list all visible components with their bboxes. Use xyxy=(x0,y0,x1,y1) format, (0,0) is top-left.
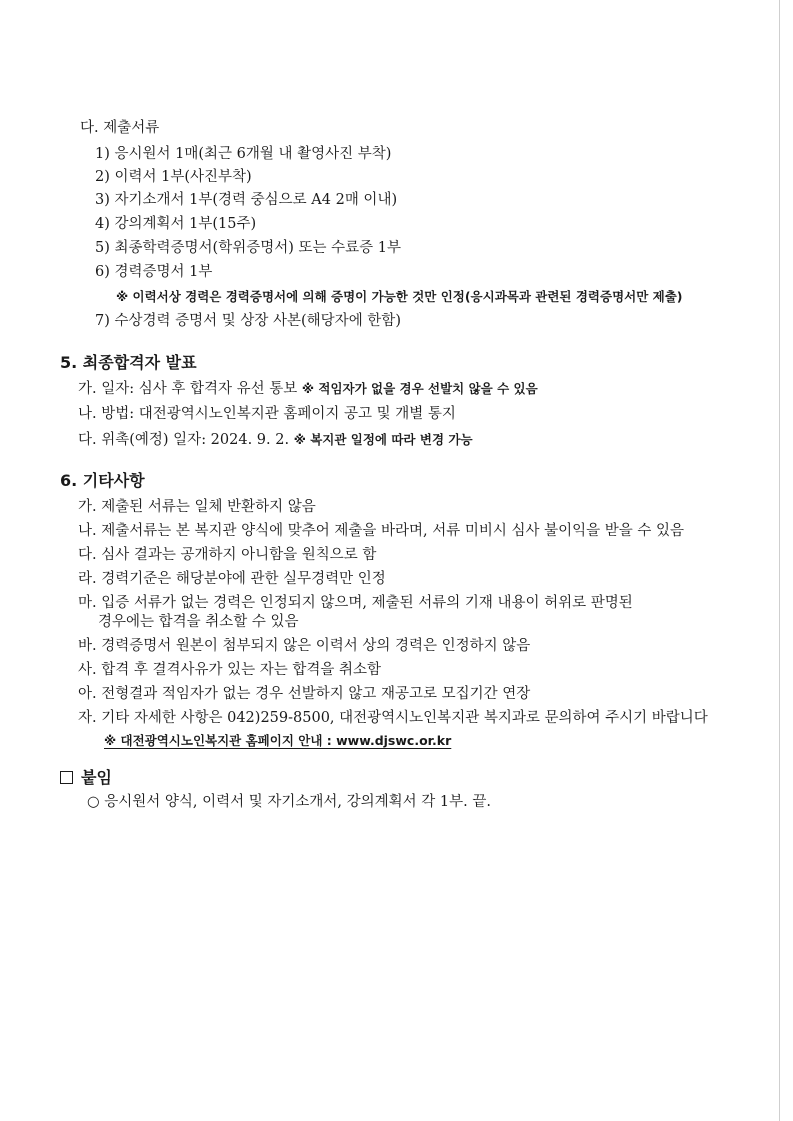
section6-title: 기타사항 xyxy=(82,471,145,490)
section6-heading xyxy=(60,471,145,491)
career-certificate-note: ※ 이력서상 경력은 경력증명서에 의해 증명이 가능한 것만 인정(응시과목과 관련된 경력증명서만 제출) xyxy=(116,289,683,304)
section5-item-a-note: ※ 적임자가 없을 경우 선발치 않을 수 있음 xyxy=(301,381,538,396)
page-edge-divider xyxy=(779,0,780,1121)
section5-item-c-note: ※ 복지관 일정에 따라 변경 가능 xyxy=(293,432,473,447)
section6-item-ba: 바. 경력증명서 원본이 첨부되지 않은 이력서 상의 경력은 인정하지 않음 xyxy=(78,638,531,654)
section6-number: 6. xyxy=(60,471,78,490)
section6-item-ma: 마. 입증 서류가 없는 경력은 인정되지 않으며, 제출된 서류의 기재 내용이 허위로 판명된 xyxy=(78,595,633,611)
doc-item-3: 3) 자기소개서 1부(경력 중심으로 A4 2매 이내) xyxy=(95,192,398,208)
section5-heading xyxy=(60,353,197,373)
attachment-title: 붙임 xyxy=(81,768,112,787)
section6-item-a: 아. 전형결과 적임자가 없는 경우 선발하지 않고 재공고로 모집기간 연장 xyxy=(78,686,531,702)
attachment-item: ○ 응시원서 양식, 이력서 및 자기소개서, 강의계획서 각 1부. 끝. xyxy=(87,794,491,810)
section5-item-b: 나. 방법: 대전광역시노인복지관 홈페이지 공고 및 개별 통지 xyxy=(78,406,456,422)
doc-item-2: 2) 이력서 1부(사진부착) xyxy=(95,169,252,185)
doc-item-7: 7) 수상경력 증명서 및 상장 사본(해당자에 한함) xyxy=(95,313,401,329)
section5-number: 5. xyxy=(60,353,78,372)
submission-docs-title: 다. 제출서류 xyxy=(80,120,160,136)
section5-item-a-text: 가. 일자: 심사 후 합격자 유선 통보 xyxy=(78,381,302,397)
attachment-heading xyxy=(60,768,112,788)
section5-item-c-text: 다. 위촉(예정) 일자: 2024. 9. 2. xyxy=(78,432,294,448)
section5-item-c xyxy=(78,430,473,450)
doc-item-5: 5) 최종학력증명서(학위증명서) 또는 수료증 1부 xyxy=(95,240,401,256)
section5-item-a xyxy=(78,379,538,399)
section6-item-ra: 라. 경력기준은 해당분야에 관한 실무경력만 인정 xyxy=(78,571,386,587)
section6-item-ja: 자. 기타 자세한 사항은 042)259-8500, 대전광역시노인복지관 복지과로 문의하여 주시기 바랍니다 xyxy=(78,710,708,726)
section6-item-na: 나. 제출서류는 본 복지관 양식에 맞추어 제출을 바라며, 서류 미비시 심사 불이익을 받을 수 있음 xyxy=(78,523,685,539)
section5-title: 최종합격자 발표 xyxy=(82,353,197,372)
section6-item-sa: 사. 합격 후 결격사유가 있는 자는 합격을 취소함 xyxy=(78,662,382,678)
section6-item-da: 다. 심사 결과는 공개하지 아니함을 원칙으로 함 xyxy=(78,547,377,563)
section6-item-ga: 가. 제출된 서류는 일체 반환하지 않음 xyxy=(78,499,316,515)
checkbox-square-icon xyxy=(60,771,73,784)
doc-item-6: 6) 경력증명서 1부 xyxy=(95,264,213,280)
doc-item-1: 1) 응시원서 1매(최근 6개월 내 촬영사진 부착) xyxy=(95,146,392,162)
section6-item-ma-cont: 경우에는 합격을 취소할 수 있음 xyxy=(98,614,299,630)
homepage-note: ※ 대전광역시노인복지관 홈페이지 안내 : www.djswc.or.kr xyxy=(104,733,452,748)
doc-item-4: 4) 강의계획서 1부(15주) xyxy=(95,216,257,232)
